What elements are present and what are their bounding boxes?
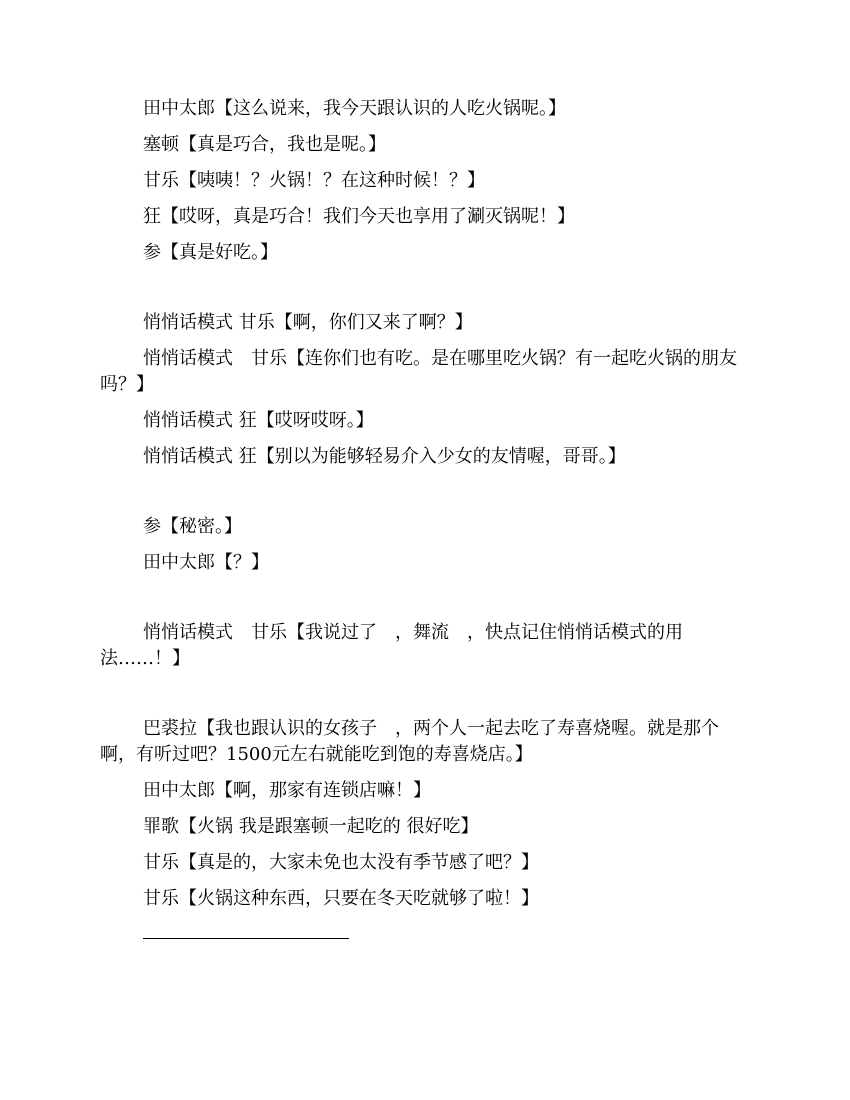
- chat-line: 狂【哎呀，真是巧合！我们今天也享用了涮灭锅呢！】: [143, 206, 575, 227]
- chat-line: 悄悄话模式 甘乐【啊，你们又来了啊？】: [143, 312, 473, 333]
- chat-line: 悄悄话模式 甘乐【我说过了 ，舞流 ，快点记住悄悄话模式的用法……！】: [100, 622, 683, 669]
- paragraph-gap: [100, 682, 750, 716]
- chat-line: 田中太郎【啊，那家有连锁店嘛！】: [143, 780, 431, 801]
- chat-line: 罪歌【火锅 我是跟塞顿一起吃的 很好吃】: [143, 816, 479, 837]
- chat-line: 悄悄话模式 狂【别以为能够轻易介入少女的友情喔，哥哥。】: [143, 446, 626, 467]
- chat-line: 参【秘密。】: [143, 516, 242, 537]
- chat-line: 甘乐【咦咦！？火锅！？在这种时候！？】: [143, 170, 485, 191]
- chat-line: 田中太郎【？】: [143, 552, 269, 573]
- paragraph-gap: [100, 586, 750, 620]
- chat-line: 甘乐【真是的，大家未免也太没有季节感了吧？】: [143, 852, 539, 873]
- paragraph-gap: [100, 276, 750, 310]
- paragraph-gap: [100, 480, 750, 514]
- document-page: [100, 96, 750, 939]
- chat-line: 塞顿【真是巧合，我也是呢。】: [143, 134, 386, 155]
- chat-line: 甘乐【火锅这种东西，只要在冬天吃就够了啦！】: [143, 888, 539, 909]
- chat-line: 悄悄话模式 甘乐【连你们也有吃。是在哪里吃火锅？有一起吃火锅的朋友吗？】: [100, 348, 737, 395]
- chat-line: 参【真是好吃。】: [143, 242, 278, 263]
- chat-line: 田中太郎【这么说来，我今天跟认识的人吃火锅呢。】: [143, 98, 566, 119]
- section-divider: [143, 938, 349, 939]
- chat-line: 巴裘拉【我也跟认识的女孩子 ，两个人一起去吃了寿喜烧喔。就是那个啊，有听过吧？1500元左右就能吃到饱的寿喜烧店。】: [100, 718, 719, 765]
- chat-line: 悄悄话模式 狂【哎呀哎呀。】: [143, 410, 374, 431]
